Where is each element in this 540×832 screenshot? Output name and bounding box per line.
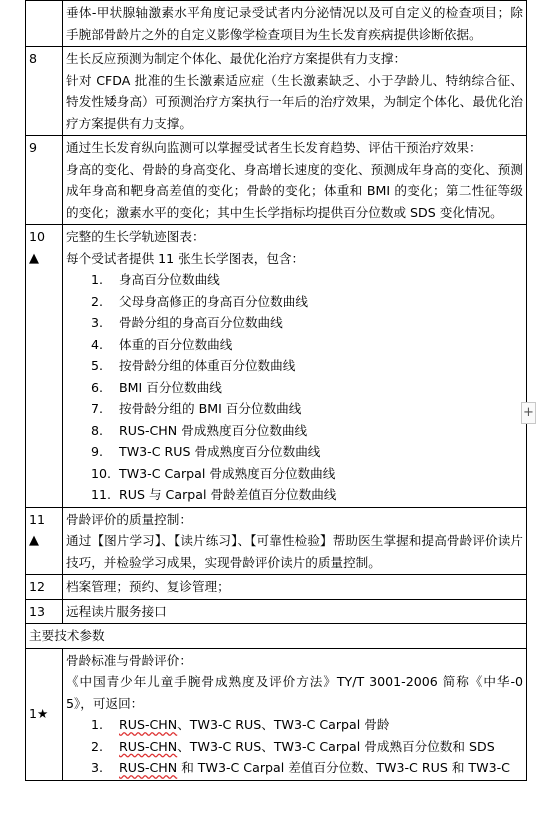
row-text: 通过【图片学习】、【读片练习】、【可靠性检验】帮助医生掌握和提高骨龄评价读片技巧，并检验学习成果，实现骨龄评价读片的质量控制。 bbox=[66, 533, 523, 570]
row-text: 远程读片服务接口 bbox=[66, 603, 167, 619]
list-number: 8. bbox=[91, 422, 104, 438]
table-row bbox=[26, 575, 527, 600]
list-number: 7. bbox=[91, 401, 104, 416]
document-page bbox=[25, 0, 523, 781]
list-text: TW3-C RUS 骨成熟度百分位数曲线 bbox=[119, 444, 321, 459]
row-content-cell bbox=[63, 1, 527, 47]
list-item bbox=[91, 484, 523, 506]
list-number: 3. bbox=[91, 315, 104, 330]
spellcheck-term: RUS-CHN bbox=[119, 738, 178, 754]
list-number: 2. bbox=[91, 738, 104, 754]
row-text: 《中国青少年儿童手腕骨成熟度及评价方法》TY/T 3001-2006 简称《中华-05》，可返回： bbox=[66, 674, 523, 711]
row-number-cell bbox=[26, 1, 63, 47]
row-content-cell bbox=[63, 507, 527, 575]
list-item bbox=[91, 441, 523, 463]
list-text: 和 TW3-C Carpal 差值百分位数、TW3-C RUS 和 TW3-C bbox=[177, 760, 510, 775]
row-number-cell bbox=[26, 599, 63, 624]
row-content-cell bbox=[63, 47, 527, 136]
section-row bbox=[26, 624, 527, 649]
list-number: 1. bbox=[91, 272, 104, 287]
list-text: BMI 百分位数曲线 bbox=[119, 379, 222, 395]
triangle-marker-icon: ▲ bbox=[29, 250, 39, 266]
chart-list bbox=[66, 269, 523, 506]
result-list bbox=[66, 714, 523, 779]
row-number-cell bbox=[26, 136, 63, 225]
expand-handle-button[interactable] bbox=[521, 402, 536, 424]
row-text: 身高的变化、骨龄的身高变化、身高增长速度的变化、预测成年身高的变化、预测成年身高和靶身高差值的变化；骨龄的变化；体重和 BMI 的变化；第二性征等级的变化；激素水平的变化；其中生长学指标均提供百分位数或 SDS 变化情况。 bbox=[66, 161, 523, 220]
list-item bbox=[91, 269, 523, 291]
row-number-cell bbox=[26, 507, 63, 575]
table-row bbox=[26, 599, 527, 624]
row-number-cell bbox=[26, 47, 63, 136]
list-item bbox=[91, 420, 523, 442]
list-item bbox=[91, 463, 523, 485]
list-number: 10. bbox=[91, 465, 112, 481]
list-text: RUS 与 Carpal 骨龄差值百分位数曲线 bbox=[119, 487, 337, 502]
row-heading: 通过生长发育纵向监测可以掌握受试者生长发育趋势、评估干预治疗效果： bbox=[66, 140, 482, 155]
list-text: 父母身高修正的身高百分位数曲线 bbox=[119, 293, 308, 309]
row-number: 1★ bbox=[29, 706, 49, 722]
row-number: 10 bbox=[29, 229, 46, 244]
table-row bbox=[26, 507, 527, 575]
row-content-cell bbox=[63, 575, 527, 600]
list-number: 1. bbox=[91, 717, 104, 732]
row-content-cell bbox=[63, 599, 527, 624]
row-heading: 生长反应预测为制定个体化、最优化治疗方案提供有力支撑： bbox=[66, 51, 407, 66]
spellcheck-term: RUS-CHN bbox=[119, 760, 178, 775]
row-number-cell bbox=[26, 225, 63, 508]
list-text: 、TW3-C RUS、TW3-C Carpal 骨成熟百分位数和 SDS bbox=[177, 738, 495, 754]
list-item bbox=[91, 334, 523, 356]
list-item bbox=[91, 398, 523, 420]
table-row bbox=[26, 1, 527, 47]
list-text: 体重的百分位数曲线 bbox=[119, 336, 233, 352]
row-heading: 完整的生长学轨迹图表： bbox=[66, 229, 205, 244]
table-row bbox=[26, 136, 527, 225]
triangle-marker-icon: ▲ bbox=[29, 533, 39, 548]
row-number: 8 bbox=[29, 51, 38, 66]
row-number: 9 bbox=[29, 140, 38, 155]
row-number: 12 bbox=[29, 579, 46, 594]
plus-icon: + bbox=[523, 405, 534, 420]
row-text: 针对 CFDA 批准的生长激素适应症（生长激素缺乏、小于孕龄儿、特纳综合征、特发性矮身高）可预测治疗方案执行一年后的治疗效果，为制定个体化、最优化治疗方案提供有力支撑。 bbox=[66, 72, 523, 131]
list-number: 3. bbox=[91, 760, 104, 775]
row-text: 档案管理；预约、复诊管理； bbox=[66, 579, 230, 594]
list-text: 按骨龄分组的 BMI 百分位数曲线 bbox=[119, 401, 302, 416]
row-text: 垂体-甲状腺轴激素水平角度记录受试者内分泌情况以及可自定义的检查项目；除手腕部骨龄片之外的自定义影像学检查项目为生长发育疾病提供诊断依据。 bbox=[66, 5, 523, 42]
row-heading: 骨龄标准与骨龄评价： bbox=[66, 652, 192, 668]
list-item bbox=[91, 757, 523, 779]
row-number-cell bbox=[26, 648, 63, 780]
row-number: 13 bbox=[29, 603, 46, 619]
list-number: 9. bbox=[91, 444, 104, 459]
row-heading: 骨龄评价的质量控制： bbox=[66, 511, 192, 527]
list-item bbox=[91, 377, 523, 399]
row-number: 11 bbox=[29, 511, 46, 527]
list-text: 身高百分位数曲线 bbox=[119, 272, 220, 287]
table-row bbox=[26, 225, 527, 508]
section-heading: 主要技术参数 bbox=[26, 624, 527, 649]
row-text: 每个受试者提供 11 张生长学图表，包含： bbox=[66, 250, 305, 266]
list-number: 11. bbox=[91, 487, 112, 502]
list-number: 2. bbox=[91, 293, 104, 309]
list-item bbox=[91, 355, 523, 377]
table-row bbox=[26, 648, 527, 780]
list-item bbox=[91, 736, 523, 758]
list-text: TW3-C Carpal 骨成熟度百分位数曲线 bbox=[119, 465, 336, 481]
list-item bbox=[91, 291, 523, 313]
list-item bbox=[91, 714, 523, 736]
list-text: RUS-CHN 骨成熟度百分位数曲线 bbox=[119, 422, 308, 438]
spellcheck-term: RUS-CHN bbox=[119, 717, 178, 732]
row-content-cell bbox=[63, 225, 527, 508]
list-text: 骨龄分组的身高百分位数曲线 bbox=[119, 315, 283, 330]
list-text: 按骨龄分组的体重百分位数曲线 bbox=[119, 358, 296, 373]
spec-table bbox=[25, 0, 527, 781]
list-number: 5. bbox=[91, 358, 104, 373]
row-content-cell bbox=[63, 136, 527, 225]
list-item bbox=[91, 312, 523, 334]
row-number-cell bbox=[26, 575, 63, 600]
list-text: 、TW3-C RUS、TW3-C Carpal 骨龄 bbox=[177, 717, 390, 732]
table-row bbox=[26, 47, 527, 136]
row-content-cell bbox=[63, 648, 527, 780]
list-number: 4. bbox=[91, 336, 104, 352]
list-number: 6. bbox=[91, 379, 104, 395]
